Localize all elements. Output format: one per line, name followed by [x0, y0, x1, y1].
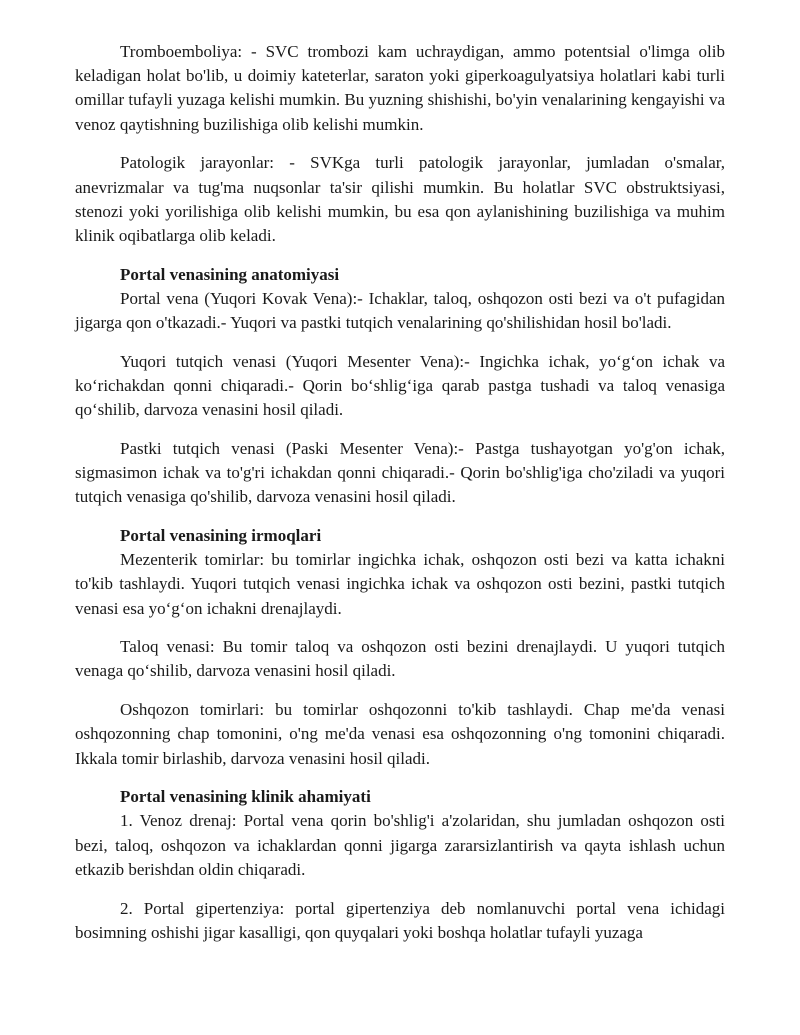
paragraph-mesenteric-vessels: Mezenterik tomirlar: bu tomirlar ingichka ichak, oshqozon osti bezi va katta ichakni to'kib tashlaydi. Yuqori tutqich venasi ingichka ichak va oshqozon osti bezini, pastki tutqich venasi esa yo‘g‘on ichakni drenajlaydi. — [75, 550, 725, 618]
document-page — [75, 40, 725, 945]
paragraph-inferior-mesenteric-vein: Pastki tutqich venasi (Paski Mesenter Vena):- Pastga tushayotgan yo'g'on ichak, sigmasimon ichak va to'g'ri ichakdan qonni chiqaradi.- Qorin bo'shlig'iga cho'ziladi va yuqori tutqich venasiga qo'shilib, darvoza venasini hosil qiladi. — [75, 438, 725, 507]
paragraph-gastric-veins: Oshqozon tomirlari: bu tomirlar oshqozonni to'kib tashlaydi. Chap me'da venasi oshqozonning chap tomonini, o'ng me'da venasi esa oshqozonning o'ng tomonini chiqaradi. Ikkala tomir birlashib, darvoza venasini hosil qiladi. — [75, 700, 725, 768]
paragraph-splenic-vein: Taloq venasi: Bu tomir taloq va oshqozon osti bezini drenajlaydi. U yuqori tutqich venaga qo‘shilib, darvoza venasini hosil qiladi. — [75, 637, 725, 681]
paragraph-portal-hypertension: 2. Portal gipertenziya: portal gipertenziya deb nomlanuvchi portal vena ichidagi bosimning oshishi jigar kasalligi, qon quyqalari yoki boshqa holatlar tufayli yuzaga — [75, 898, 725, 942]
heading-clinical-significance: Portal venasining klinik ahamiyati — [120, 787, 371, 807]
paragraph-venous-drainage: 1. Venoz drenaj: Portal vena qorin bo'shlig'i a'zolaridan, shu jumladan oshqozon osti bezi, taloq, oshqozon va ichaklardan qonni jigarga zararsizlantirish va qayta ishlash uchun etkazib berishdan oldin chiqaradi. — [75, 811, 725, 879]
paragraph-portal-vein: Portal vena (Yuqori Kovak Vena):- Ichaklar, taloq, oshqozon osti bezi va o't pufagidan jigarga qon o'tkazadi.- Yuqori va pastki tutqich venalarining qo'shilishidan hosil bo'ladi. — [75, 288, 725, 333]
heading-portal-anatomy: Portal venasining anatomiyasi — [120, 264, 340, 284]
paragraph-thromboembolism: Tromboemboliya: - SVC trombozi kam uchraydigan, ammo potentsial o'limga olib keladigan holat bo'lib, u doimiy kateterlar, saraton yoki giperkoagulyatsiya holatlari kabi turli omillar tufayli yuzaga kelishi mumkin. Bu yuzning shishishi, bo'yin venalarining kengayishi va venoz qaytishning buzilishiga olib kelishi mumkin. — [75, 42, 725, 134]
heading-portal-tributaries: Portal venasining irmoqlari — [120, 525, 322, 545]
paragraph-pathological-processes: Patologik jarayonlar: - SVKga turli patologik jarayonlar, jumladan o'smalar, anevrizmalar va tug'ma nuqsonlar ta'sir qilishi mumkin. Bu holatlar SVC obstruktsiyasi, stenozi yoki yorilishiga olib kelishi mumkin, bu esa qon aylanishining buzilishiga va muhim klinik oqibatlarga olib keladi. — [75, 153, 725, 245]
paragraph-superior-mesenteric-vein: Yuqori tutqich venasi (Yuqori Mesenter Vena):- Ingichka ichak, yo‘g‘on ichak va ko‘richakdan qonni chiqaradi.- Qorin bo‘shlig‘iga qarab pastga tushadi va taloq venasiga qo‘shilib, darvoza venasini hosil qiladi. — [75, 351, 725, 420]
